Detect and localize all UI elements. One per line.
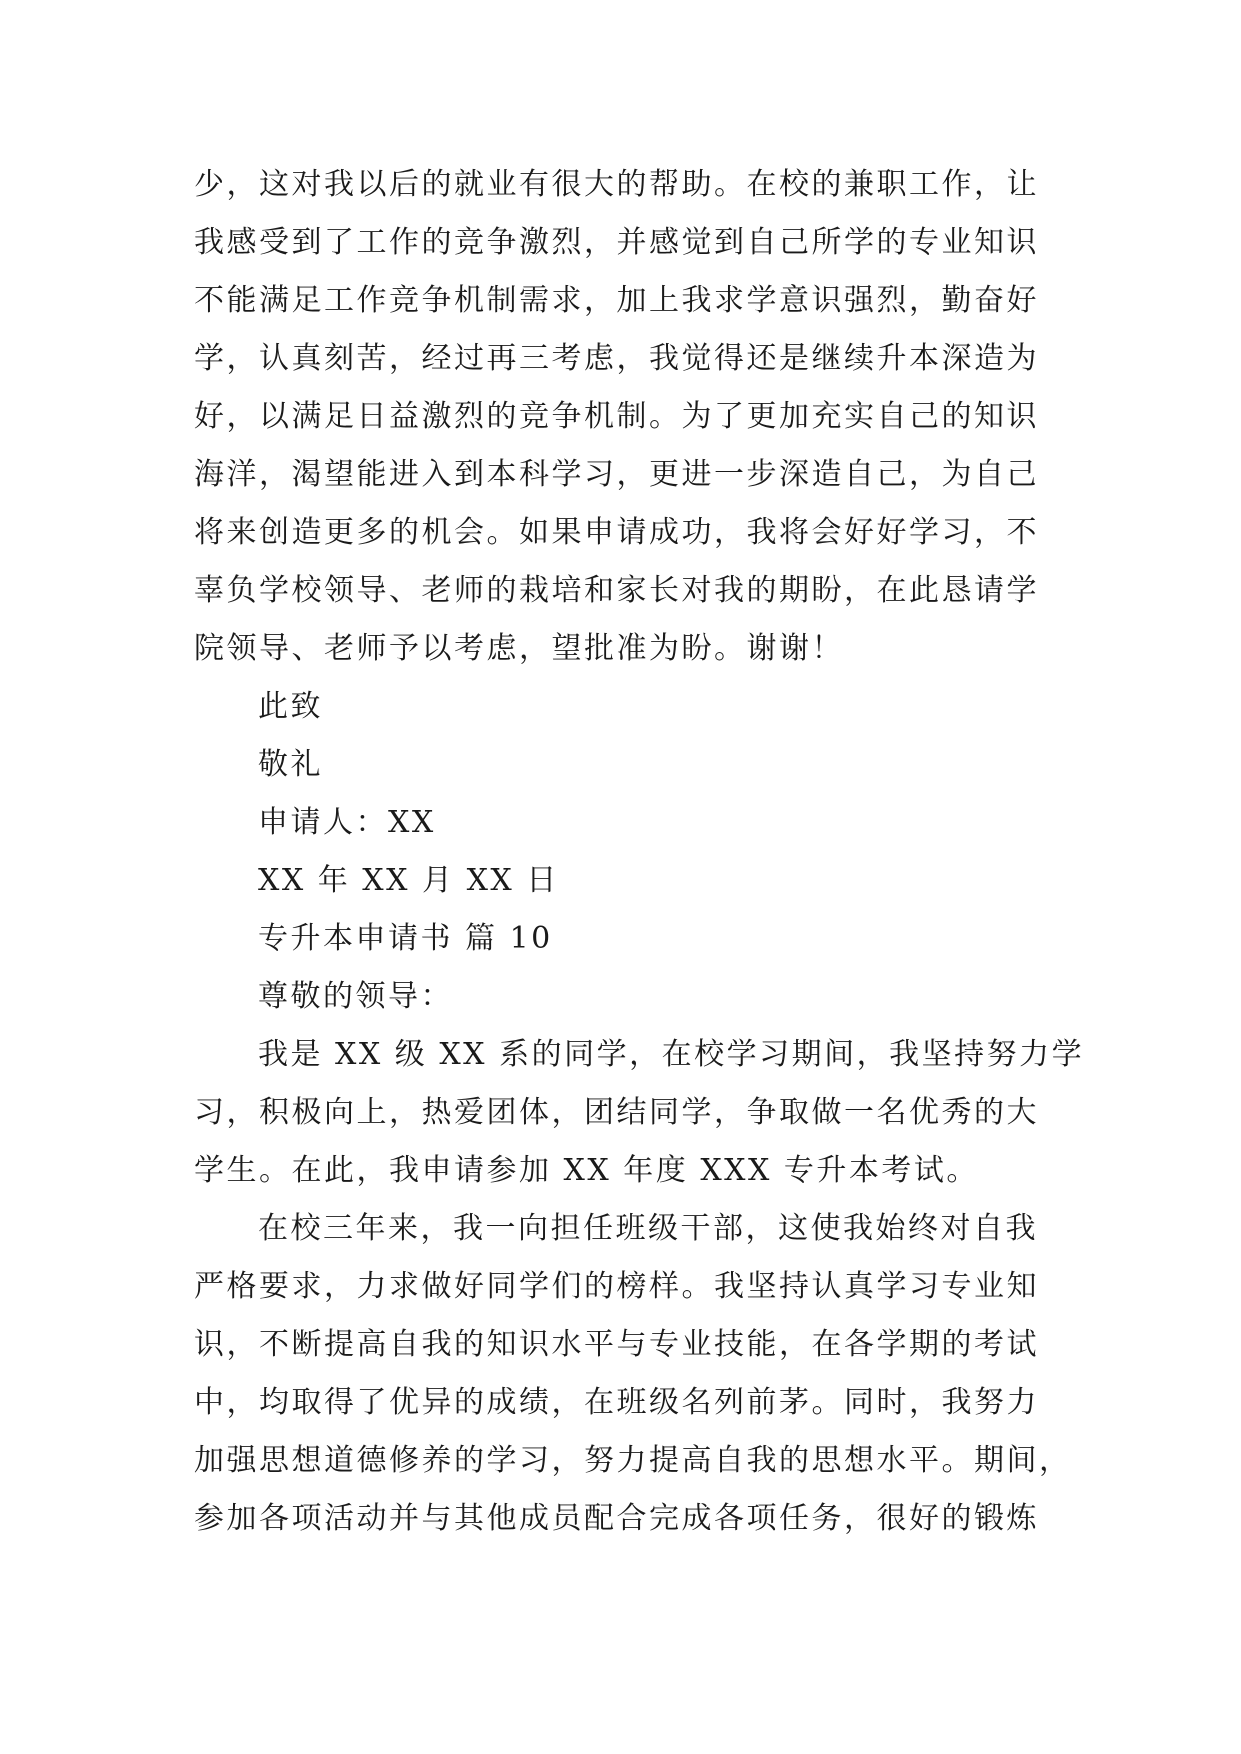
paragraph-2-line: 学生。在此，我申请参加 XX 年度 XXX 专升本考试。 (194, 1153, 979, 1188)
signature-date: XX 年 XX 月 XX 日 (258, 863, 559, 898)
paragraph-2-line: 我是 XX 级 XX 系的同学，在校学习期间，我坚持努力学 (258, 1037, 1085, 1072)
paragraph-1-line: 院领导、老师予以考虑，望批准为盼。谢谢！ (194, 631, 844, 666)
paragraph-3-line: 中，均取得了优异的成绩，在班级名列前茅。同时，我努力 (194, 1385, 1039, 1420)
closing-phrase-1: 此致 (258, 689, 323, 724)
paragraph-1-line: 学，认真刻苦，经过再三考虑，我觉得还是继续升本深造为 (194, 341, 1039, 376)
section-title: 专升本申请书 篇 10 (258, 921, 553, 956)
paragraph-3-line: 参加各项活动并与其他成员配合完成各项任务，很好的锻炼 (194, 1501, 1039, 1536)
paragraph-1-line: 将来创造更多的机会。如果申请成功，我将会好好学习，不 (194, 515, 1039, 550)
paragraph-1-line: 我感受到了工作的竞争激烈，并感觉到自己所学的专业知识 (194, 225, 1039, 260)
paragraph-1-line: 好，以满足日益激烈的竞争机制。为了更加充实自己的知识 (194, 399, 1039, 434)
paragraph-3-line: 识，不断提高自我的知识水平与专业技能，在各学期的考试 (194, 1327, 1039, 1362)
closing-phrase-2: 敬礼 (258, 747, 323, 782)
paragraph-1-line: 不能满足工作竞争机制需求，加上我求学意识强烈，勤奋好 (194, 283, 1039, 318)
applicant-signature: 申请人：XX (258, 805, 436, 840)
paragraph-1-line: 海洋，渴望能进入到本科学习，更进一步深造自己，为自己 (194, 457, 1039, 492)
document-body (194, 156, 1085, 1548)
paragraph-3-line: 加强思想道德修养的学习，努力提高自我的思想水平。期间， (194, 1443, 1072, 1478)
paragraph-3-line: 严格要求，力求做好同学们的榜样。我坚持认真学习专业知 (194, 1269, 1039, 1304)
salutation: 尊敬的领导： (258, 979, 453, 1014)
paragraph-2-line: 习，积极向上，热爱团体，团结同学，争取做一名优秀的大 (194, 1095, 1039, 1130)
paragraph-1-line: 少，这对我以后的就业有很大的帮助。在校的兼职工作，让 (194, 167, 1039, 202)
paragraph-3-line: 在校三年来，我一向担任班级干部，这使我始终对自我 (258, 1211, 1038, 1246)
paragraph-1-line: 辜负学校领导、老师的栽培和家长对我的期盼，在此恳请学 (194, 573, 1039, 608)
